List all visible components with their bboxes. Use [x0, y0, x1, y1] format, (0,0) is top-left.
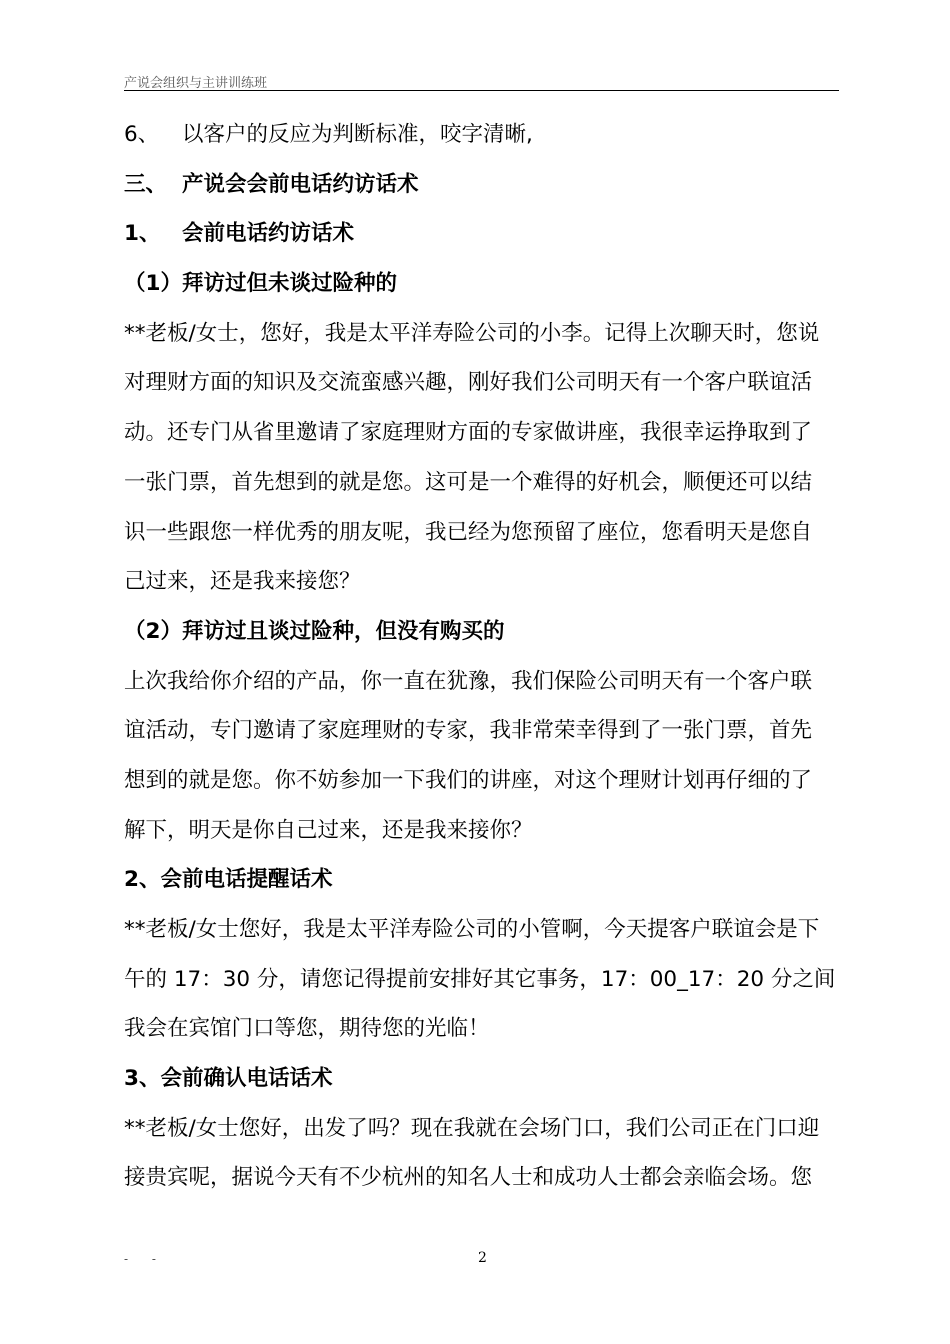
subsection-heading-2: 2、会前电话提醒话术 [124, 867, 333, 893]
paragraph-line: 对理财方面的知识及交流蛮感兴趣，刚好我们公司明天有一个客户联谊活 [124, 370, 813, 396]
paragraph-line: 谊活动，专门邀请了家庭理财的专家，我非常荣幸得到了一张门票，首先 [124, 718, 813, 744]
page-number: 2 [478, 1250, 487, 1266]
header-title: 产说会组织与主讲训练班 [124, 76, 268, 91]
document-body [124, 110, 840, 1203]
paragraph-line: 接贵宾呢，据说今天有不少杭州的知名人士和成功人士都会亲临会场。您 [124, 1165, 813, 1191]
paragraph-line: 午的 17：30 分，请您记得提前安排好其它事务，17：00_17：20 分之间 [124, 966, 836, 992]
paragraph-line: 识一些跟您一样优秀的朋友呢，我已经为您预留了座位，您看明天是您自 [124, 519, 813, 545]
case-heading-2: （2）拜访过且谈过险种，但没有购买的 [124, 618, 505, 644]
subsection-number: 1、 [124, 221, 161, 247]
page-header [124, 70, 839, 91]
paragraph-line: 上次我给你介绍的产品，你一直在犹豫，我们保险公司明天有一个客户联 [124, 668, 813, 694]
case-heading-1: （1）拜访过但未谈过险种的 [124, 271, 397, 297]
footer-marks: - - [124, 1252, 166, 1266]
paragraph-line: **老板/女士您好，我是太平洋寿险公司的小管啊，今天提客户联谊会是下 [124, 917, 820, 942]
paragraph-line: 想到的就是您。你不妨参加一下我们的讲座，对这个理财计划再仔细的了 [124, 767, 813, 793]
item-number: 6、 [124, 122, 160, 147]
list-item-6 [124, 110, 840, 160]
section-heading-3 [124, 160, 840, 210]
item-text: 以客户的反应为判断标准，咬字清晰, [182, 122, 533, 147]
subsection-heading-3: 3、会前确认电话话术 [124, 1066, 333, 1092]
paragraph-line: 动。还专门从省里邀请了家庭理财方面的专家做讲座，我很幸运挣取到了 [124, 420, 813, 446]
paragraph-line: 解下，明天是你自己过来，还是我来接你？ [124, 817, 533, 843]
paragraph-line: 己过来，还是我来接您？ [124, 569, 361, 595]
subsection-title: 会前电话约访话术 [182, 221, 355, 247]
section-title: 产说会会前电话约访话术 [182, 171, 419, 197]
paragraph-line: 一张门票，首先想到的就是您。这可是一个难得的好机会，顺便还可以结 [124, 469, 813, 495]
paragraph-line: **老板/女士您好，出发了吗？现在我就在会场门口，我们公司正在门口迎 [124, 1115, 820, 1141]
paragraph-line: **老板/女士，您好，我是太平洋寿险公司的小李。记得上次聊天时，您说 [124, 320, 820, 346]
paragraph-line: 我会在宾馆门口等您，期待您的光临！ [124, 1016, 490, 1042]
subsection-heading-1 [124, 209, 840, 259]
section-number: 三、 [124, 171, 168, 197]
